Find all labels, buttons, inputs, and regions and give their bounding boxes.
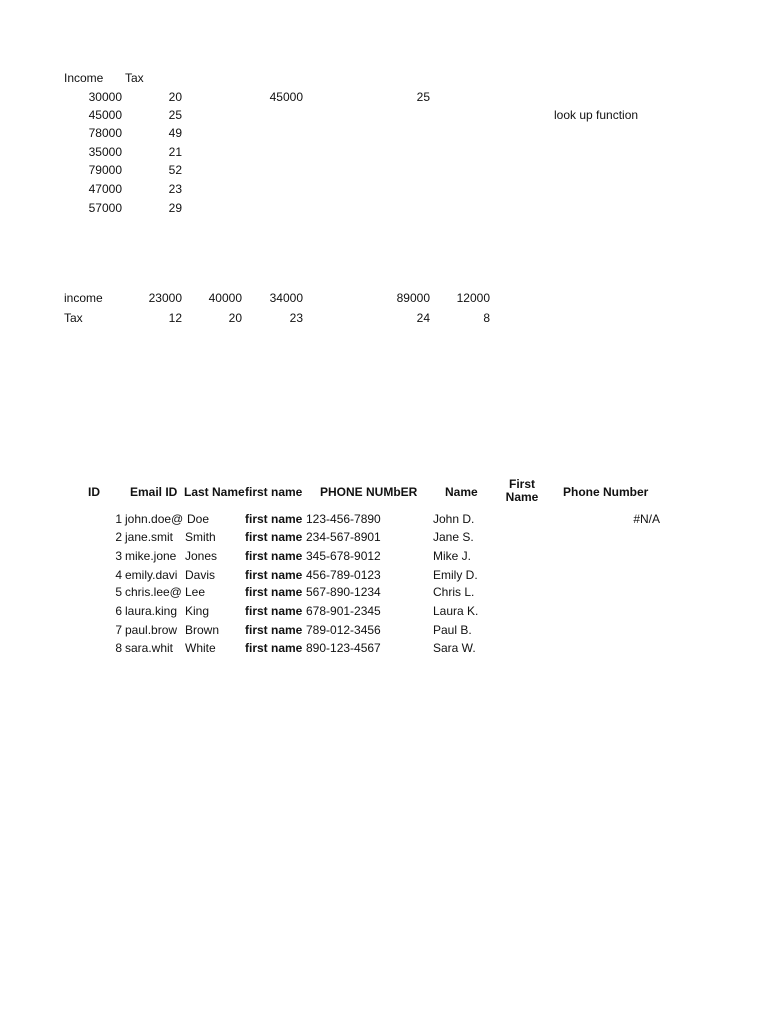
phone-cell: 789-012-3456: [306, 623, 381, 637]
name-cell: Paul B.: [433, 623, 472, 637]
header-email: Email ID: [130, 485, 178, 499]
id-cell: 2: [115, 530, 122, 544]
header-id: ID: [88, 485, 100, 499]
last-name-cell: White: [185, 641, 216, 655]
last-name-cell: Doe: [187, 512, 210, 526]
header-phone-number: Phone Number: [563, 485, 649, 499]
tax-cell: 23: [168, 182, 182, 196]
phone-cell: 890-123-4567: [306, 641, 381, 655]
tax-value: 20: [228, 311, 242, 325]
tax-value: 8: [483, 311, 490, 325]
name-cell: Sara W.: [433, 641, 476, 655]
first-name-cell: first name: [245, 604, 303, 618]
income-value: 89000: [396, 291, 430, 305]
last-name-cell: Davis: [185, 568, 216, 582]
lookup-result: 25: [416, 90, 430, 104]
income-cell: 78000: [88, 126, 122, 140]
header-phone: PHONE NUMbER: [320, 485, 418, 499]
email-cell: sara.whit: [125, 641, 174, 655]
tax-value: 12: [168, 311, 182, 325]
header-last-name: Last Name: [184, 485, 245, 499]
first-name-cell: first name: [245, 585, 303, 599]
last-name-cell: Lee: [185, 585, 206, 599]
id-cell: 6: [115, 604, 122, 618]
id-cell: 5: [115, 585, 122, 599]
income-cell: 30000: [88, 90, 122, 104]
email-cell: mike.jone: [125, 549, 177, 563]
tax-cell: 25: [168, 108, 182, 122]
name-cell: Emily D.: [433, 568, 478, 582]
name-cell: Mike J.: [433, 549, 472, 563]
email-cell: chris.lee@: [125, 585, 182, 599]
last-name-cell: King: [185, 604, 210, 618]
email-cell: emily.davi: [125, 568, 178, 582]
tax-value: 23: [289, 311, 303, 325]
phone-cell: 234-567-8901: [306, 530, 381, 544]
email-cell: jane.smit: [125, 530, 174, 544]
header-first-name: first name: [245, 485, 303, 499]
email-cell: paul.brow: [125, 623, 178, 637]
id-cell: 1: [115, 512, 122, 526]
tax-value: 24: [416, 311, 430, 325]
income-cell: 57000: [88, 201, 122, 215]
phone-cell: 456-789-0123: [306, 568, 381, 582]
first-name-cell: first name: [245, 512, 303, 526]
name-cell: Jane S.: [433, 530, 474, 544]
income-row-label: income: [64, 291, 103, 305]
id-cell: 3: [115, 549, 122, 563]
income-cell: 47000: [88, 182, 122, 196]
first-name-cell: first name: [245, 568, 303, 582]
income-value: 34000: [269, 291, 303, 305]
last-name-cell: Jones: [185, 549, 218, 563]
last-name-cell: Smith: [185, 530, 216, 544]
lookup-result-cell: #N/A: [633, 512, 660, 526]
income-cell: 79000: [88, 163, 122, 177]
tax-header: Tax: [125, 71, 144, 85]
phone-cell: 345-678-9012: [306, 549, 381, 563]
income-value: 12000: [456, 291, 490, 305]
name-cell: Laura K.: [433, 604, 479, 618]
income-header: Income: [64, 71, 104, 85]
id-cell: 8: [115, 641, 122, 655]
phone-cell: 567-890-1234: [306, 585, 381, 599]
income-value: 40000: [208, 291, 242, 305]
id-cell: 7: [115, 623, 122, 637]
email-cell: laura.king: [125, 604, 178, 618]
name-cell: John D.: [433, 512, 475, 526]
income-cell: 35000: [88, 145, 122, 159]
email-cell: john.doe@: [125, 512, 184, 526]
tax-cell: 21: [168, 145, 182, 159]
first-name-cell: first name: [245, 641, 303, 655]
tax-row-label: Tax: [64, 311, 83, 325]
income-cell: 45000: [88, 108, 122, 122]
name-cell: Chris L.: [433, 585, 475, 599]
header-first-name-2-line1: First: [508, 477, 535, 491]
last-name-cell: Brown: [185, 623, 220, 637]
first-name-cell: first name: [245, 530, 303, 544]
lookup-note: look up function: [554, 108, 639, 122]
tax-cell: 52: [168, 163, 182, 177]
id-cell: 4: [115, 568, 122, 582]
income-value: 23000: [148, 291, 182, 305]
header-first-name-2-line2: Name: [505, 490, 539, 504]
tax-cell: 49: [168, 126, 182, 140]
first-name-cell: first name: [245, 623, 303, 637]
lookup-input: 45000: [269, 90, 303, 104]
tax-cell: 29: [168, 201, 182, 215]
header-name: Name: [445, 485, 478, 499]
phone-cell: 123-456-7890: [306, 512, 381, 526]
phone-cell: 678-901-2345: [306, 604, 381, 618]
first-name-cell: first name: [245, 549, 303, 563]
tax-cell: 20: [168, 90, 182, 104]
